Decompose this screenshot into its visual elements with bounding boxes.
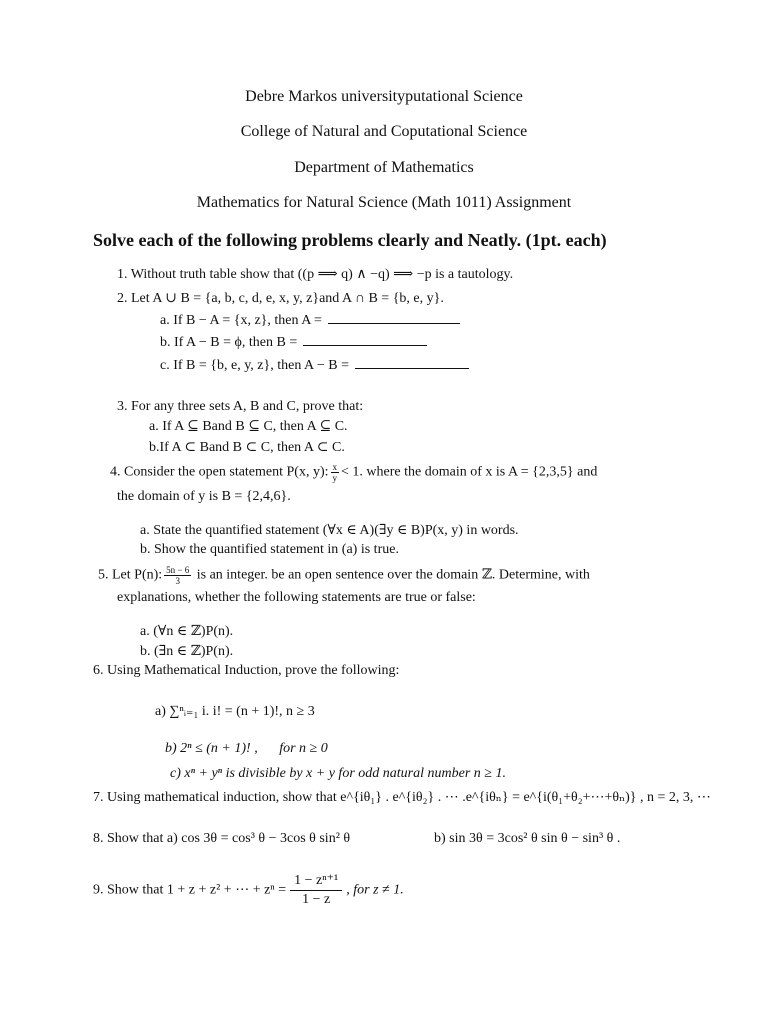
question-4b: b. Show the quantified statement in (a) is true. — [140, 542, 399, 557]
question-9-pre: 9. Show that 1 + z + z² + ⋯ + zⁿ = — [93, 882, 287, 898]
assignment-title: Mathematics for Natural Science (Math 1011) Assignment — [196, 194, 572, 211]
fraction-numerator: 1 − zⁿ⁺¹ — [290, 872, 342, 891]
university-name: Debre Markos universityputational Science — [245, 88, 523, 105]
question-2-stem: 2. Let A ∪ B = {a, b, c, d, e, x, y, z}and A ∩ B = {b, e, y}. — [117, 291, 444, 306]
question-2b — [160, 335, 427, 351]
college-name: College of Natural and Coputational Science — [240, 123, 528, 140]
question-4-line2: the domain of y is B = {2,4,6}. — [117, 489, 291, 504]
question-9 — [93, 872, 404, 909]
question-5a: a. (∀n ∈ ℤ)P(n). — [140, 624, 234, 639]
question-9-post: , for z ≠ 1. — [346, 882, 404, 898]
fraction-numerator: 5n − 6 — [166, 565, 190, 575]
question-3a: a. If A ⊆ Band B ⊆ C, then A ⊆ C. — [149, 419, 348, 434]
question-4a: a. State the quantified statement (∀x ∈ A)(∃y ∈ B)P(x, y) in words. — [140, 523, 519, 538]
answer-blank — [355, 358, 469, 369]
question-1: 1. Without truth table show that ((p ⟹ q) ∧ −q) ⟹ −p is a tautology. — [117, 267, 514, 282]
department-name: Department of Mathematics — [294, 159, 474, 176]
fraction-denominator: 3 — [175, 576, 180, 586]
question-2a-text: a. If B − A = {x, z}, then A = — [160, 313, 322, 328]
question-2c — [160, 358, 469, 374]
question-5-post: is an integer. be an open sentence over the domain ℤ. Determine, with — [196, 567, 590, 583]
fraction-numerator: x — [332, 462, 338, 472]
geometric-sum-fraction — [290, 872, 342, 909]
question-6b-formula: b) 2ⁿ ≤ (n + 1)! , — [165, 741, 258, 756]
question-2b-text: b. If A − B = ϕ, then B = — [160, 335, 298, 350]
question-4-stem — [110, 462, 597, 483]
question-6a: a) ∑ⁿᵢ₌₁ i. i! = (n + 1)!, n ≥ 3 — [155, 704, 315, 719]
fraction-5n-6-over-3 — [164, 565, 191, 586]
fraction-denominator: y — [332, 473, 338, 483]
question-6b — [165, 741, 328, 757]
question-6-stem: 6. Using Mathematical Induction, prove the following: — [93, 663, 400, 678]
question-5-stem — [98, 565, 590, 586]
question-8b: b) sin 3θ = 3cos² θ sin θ − sin³ θ . — [434, 831, 621, 846]
question-2c-text: c. If B = {b, e, y, z}, then A − B = — [160, 358, 350, 373]
question-6b-condition: for n ≥ 0 — [279, 741, 328, 756]
answer-blank — [328, 313, 460, 324]
question-4-pre: 4. Consider the open statement P(x, y): — [110, 464, 329, 480]
question-6c: c) xⁿ + yⁿ is divisible by x + y for odd natural number n ≥ 1. — [170, 766, 506, 781]
question-3-stem: 3. For any three sets A, B and C, prove that: — [117, 399, 364, 414]
question-8a: 8. Show that a) cos 3θ = cos³ θ − 3cos θ sin² θ — [93, 831, 351, 846]
question-2a — [160, 313, 460, 329]
question-5b: b. (∃n ∈ ℤ)P(n). — [140, 644, 234, 659]
question-4-post: < 1. where the domain of x is A = {2,3,5} and — [341, 464, 598, 480]
question-5-line2: explanations, whether the following statements are true or false: — [117, 590, 476, 605]
question-5-pre: 5. Let P(n): — [98, 567, 163, 583]
fraction-denominator: 1 − z — [302, 892, 331, 907]
question-3b: b.If A ⊂ Band B ⊂ C, then A ⊂ C. — [149, 440, 345, 455]
fraction-x-over-y — [331, 462, 340, 483]
question-7: 7. Using mathematical induction, show that e^{iθ₁} . e^{iθ₂} . ⋯ .e^{iθₙ} = e^{i(θ₁+θ₂+⋯+θₙ)} , n = 2, 3, ⋯ — [93, 790, 711, 805]
answer-blank — [303, 335, 427, 346]
instruction-heading: Solve each of the following problems clearly and Neatly. (1pt. each) — [93, 230, 607, 250]
